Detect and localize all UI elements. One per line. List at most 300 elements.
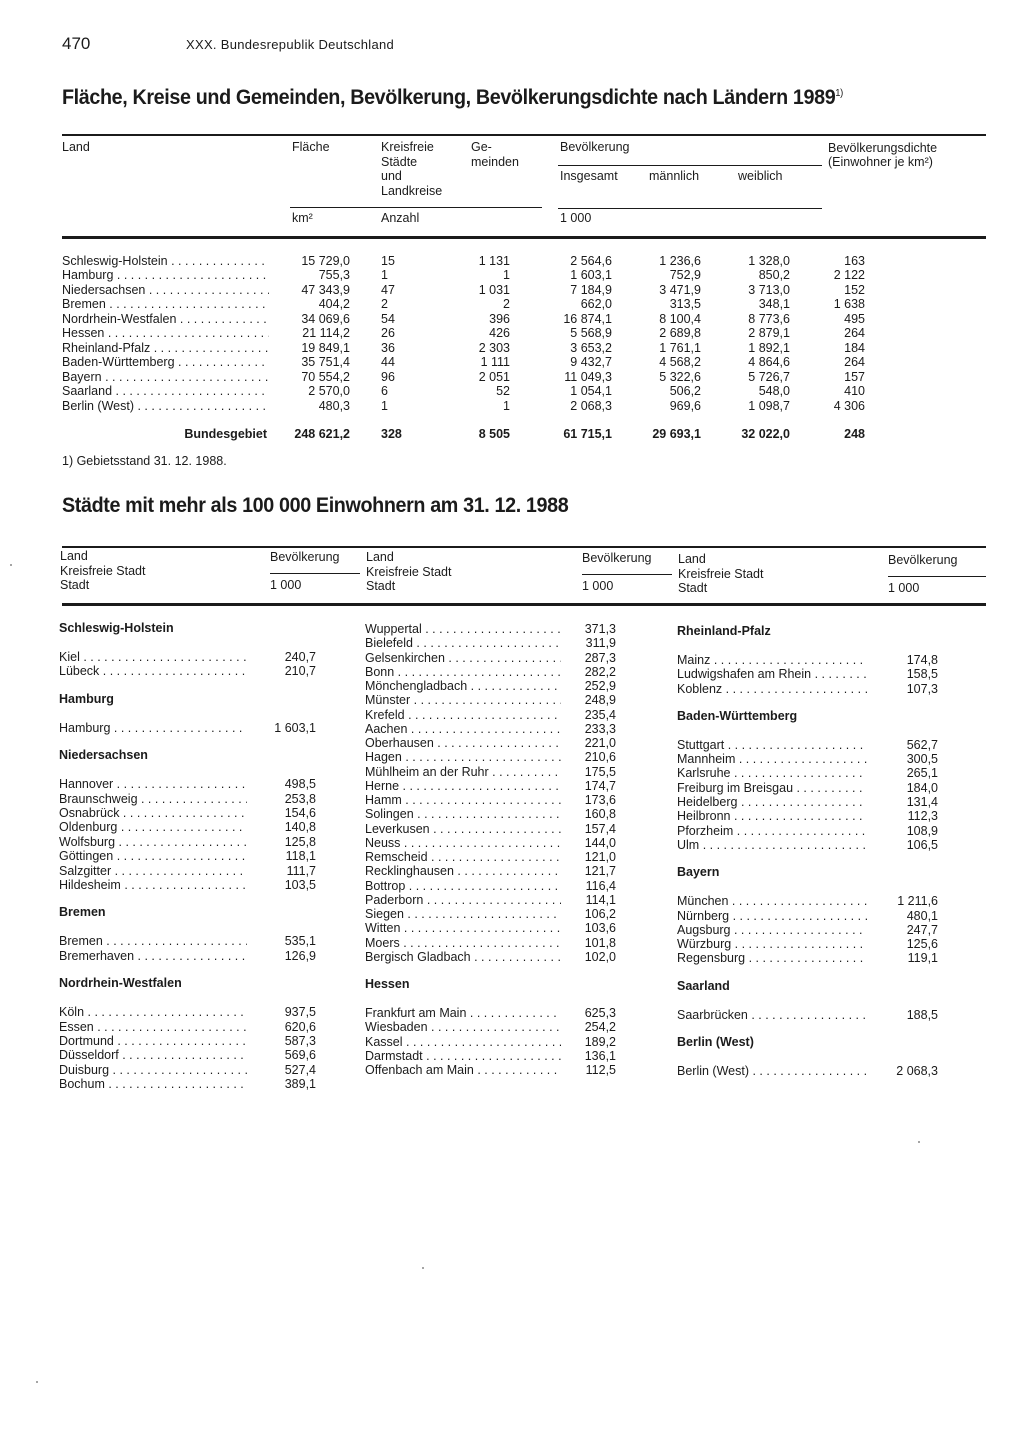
table1-cell-flaeche: 248 621,2 [294,427,350,441]
table2-city-value: 498,5 [284,777,316,791]
t1-head-dichte-unit: (Einwohner je km²) [828,155,933,169]
table2-city-label: Bremen [59,934,103,948]
table2-city-label: Wolfsburg [59,835,116,849]
t2-head-land-2 [366,550,451,594]
table1-cell-kreise: 328 [381,427,402,441]
table2-city-value: 562,7 [906,738,938,752]
table2-city-value: 282,2 [584,665,616,679]
t1-head-land: Land [62,140,90,154]
table2-city-label: Bochum [59,1077,105,1091]
table2-city-value: 188,5 [906,1008,938,1022]
table1-cell-dichte: 495 [844,312,865,326]
table1-land-label: Nordrhein-Westfalen [62,312,177,326]
table2-city-label: Mönchengladbach [365,679,468,693]
table1-land-name [62,254,269,268]
table1-cell-weiblich: 548,0 [758,384,790,398]
table1-cell-maennlich: 752,9 [669,268,701,282]
table1-title [62,86,843,110]
table2-city-label: Frankfurt am Main [365,1006,467,1020]
table2-city-value: 140,8 [284,820,316,834]
t2-head-land-1-l1: Land [60,549,88,563]
table2-city-value: 300,5 [906,752,938,766]
table1-cell-kreise: 2 [381,297,388,311]
table2-section-heading: Schleswig-Holstein [59,621,174,635]
table2-city-label: Stuttgart [677,738,725,752]
table1-cell-maennlich: 4 568,2 [659,355,701,369]
table2-city-label: Hagen [365,750,402,764]
table1-land-label: Berlin (West) [62,399,135,413]
table1-cell-flaeche: 2 570,0 [308,384,350,398]
table2-title: Städte mit mehr als 100 000 Einwohnern am 31. 12. 1988 [62,494,569,517]
table1-cell-insgesamt: 2 068,3 [570,399,612,413]
table1-cell-kreise: 47 [381,283,395,297]
table2-city-label: Hamm [365,793,402,807]
t1-head-gemeinden [471,140,519,169]
table1-land-label: Niedersachsen [62,283,146,297]
table2-city-label: Remscheid [365,850,428,864]
table1-cell-gemeinden: 1 131 [478,254,510,268]
table2-unit-rule-2 [582,574,672,575]
table2-top-rule [62,546,986,548]
table2-city-value: 157,4 [584,822,616,836]
table1-cell-insgesamt: 7 184,9 [570,283,612,297]
t1-head-maennlich: männlich [649,169,700,183]
table2-section-heading: Niedersachsen [59,748,148,762]
table1-cell-maennlich: 2 689,8 [659,326,701,340]
table2-city-label: Krefeld [365,708,405,722]
table1-land-name [62,384,269,398]
table1-cell-flaeche: 34 069,6 [301,312,350,326]
table1-title-note: 1) [835,88,843,99]
table2-section-heading: Hessen [365,977,410,991]
table2-city-label: Bottrop [365,879,406,893]
table2-city-label: Hildesheim [59,878,121,892]
t1-head-dichte: Bevölkerungsdichte [828,141,938,155]
t2-head-land-3-l1: Land [678,552,706,566]
table2-city-label: Moers [365,936,400,950]
table1-cell-dichte: 1 638 [833,297,865,311]
table2-city-label: Recklinghausen [365,864,454,878]
table2-city-value: 144,0 [584,836,616,850]
table1-cell-gemeinden: 1 031 [478,283,510,297]
table2-city-value: 1 211,6 [897,894,938,908]
table1-land-name [62,326,269,340]
table2-city-value: 254,2 [584,1020,616,1034]
table1-cell-insgesamt: 61 715,1 [563,427,612,441]
table1-land-label: Bayern [62,370,102,384]
table1-title-text: Fläche, Kreise und Gemeinden, Bevölkerung, Bevölkerungsdichte nach Ländern 1989 [62,86,836,109]
table2-city-label: Münster [365,693,411,707]
table2-city-value: 121,0 [584,850,616,864]
table1-cell-weiblich: 8 773,6 [748,312,790,326]
table1-land-label: Baden-Württemberg [62,355,175,369]
table1-land-label: Bremen [62,297,106,311]
table2-city-value: 569,6 [284,1048,316,1062]
table1-cell-dichte: 163 [844,254,865,268]
table1-cell-maennlich: 1 761,1 [659,341,701,355]
table2-city-label: Essen [59,1020,94,1034]
t1-head-flaeche: Fläche [292,140,330,154]
table1-cell-gemeinden: 1 111 [480,355,510,369]
table1-cell-insgesamt: 11 049,3 [564,370,612,384]
table1-cell-weiblich: 850,2 [758,268,790,282]
t1-head-insgesamt: Insgesamt [560,169,618,183]
table2-city-label: Herne [365,779,400,793]
table1-unit-rule-a [290,207,542,208]
table2-city-label: Mainz [677,653,711,667]
table1-cell-gemeinden: 2 [503,297,510,311]
table2-city-value: 248,9 [584,693,616,707]
t2-head-unit-2: 1 000 [582,579,614,593]
table2-city-value: 126,9 [284,949,316,963]
table2-city-label: Braunschweig [59,792,138,806]
t1-head-kreisfreie-l4: Landkreise [381,183,443,198]
table1-cell-flaeche: 755,3 [318,268,350,282]
table2-city-value: 112,3 [907,809,938,823]
table2-city-label: Kassel [365,1035,403,1049]
table2-city-value: 184,0 [906,781,938,795]
table2-section-heading: Hamburg [59,692,114,706]
table2-city-value: 235,4 [584,708,616,722]
table2-city-value: 125,6 [906,937,938,951]
table2-unit-rule-3 [888,576,986,577]
table1-cell-gemeinden: 2 303 [478,341,510,355]
table2-city-value: 535,1 [284,934,316,948]
table2-city-value: 265,1 [906,766,938,780]
table1-cell-dichte: 248 [844,427,865,441]
table1-land-label: Schleswig-Holstein [62,254,168,268]
table2-city-label: Bonn [365,665,395,679]
table1-cell-insgesamt: 5 568,9 [570,326,612,340]
table1-cell-weiblich: 1 098,7 [748,399,790,413]
t2-head-unit-3: 1 000 [888,581,920,595]
table1-cell-gemeinden: 396 [489,312,510,326]
table2-city-value: 160,8 [584,807,616,821]
table1-land-label: Rheinland-Pfalz [62,341,151,355]
t1-head-gemeinden-l2: meinden [471,154,519,169]
table2-city-value: 175,5 [584,765,616,779]
table2-city-label: Wiesbaden [365,1020,428,1034]
t2-head-bev-2: Bevölkerung [582,551,652,565]
table1-cell-flaeche: 47 343,9 [301,283,350,297]
t2-head-land-1 [60,549,145,593]
table2-city-label: Gelsenkirchen [365,651,445,665]
table1-cell-insgesamt: 662,0 [580,297,612,311]
table2-section-heading: Saarland [677,979,730,993]
table2-city-label: Dortmund [59,1034,114,1048]
table2-city-label: Bergisch Gladbach [365,950,471,964]
t1-unit-km2: km² [292,211,313,225]
table2-city-value: 247,7 [906,923,938,937]
table2-city-label: Freiburg im Breisgau [677,781,794,795]
table2-city-label: Augsburg [677,923,731,937]
table1-cell-maennlich: 506,2 [669,384,701,398]
table2-city-label: München [677,894,729,908]
table2-city-value: 189,2 [584,1035,616,1049]
table2-city-label: Leverkusen [365,822,430,836]
t2-head-land-3-l3: Stadt [678,581,708,595]
table1-cell-gemeinden: 426 [489,326,510,340]
table1-cell-dichte: 264 [844,326,865,340]
table1-cell-flaeche: 21 114,2 [302,326,350,340]
table2-city-value: 371,3 [584,622,616,636]
table1-cell-kreise: 26 [381,326,395,340]
table1-cell-dichte: 2 122 [833,268,865,282]
table1-cell-maennlich: 29 693,1 [652,427,701,441]
table2-city-value: 107,3 [906,682,938,696]
table2-city-value: 2 068,3 [896,1064,938,1078]
table1-bev-rule [558,165,822,166]
table2-city-label: Aachen [365,722,408,736]
t2-head-land-1-l3: Stadt [60,578,90,592]
table2-section-heading: Baden-Württemberg [677,709,798,723]
table1-cell-dichte: 410 [844,384,865,398]
table2-city-value: 210,7 [284,664,316,678]
table1-cell-flaeche: 404,2 [318,297,350,311]
table2-city-value: 119,1 [907,951,938,965]
table1-cell-flaeche: 19 849,1 [301,341,350,355]
table1-cell-kreise: 1 [381,268,388,282]
scan-speck [422,1267,424,1269]
scan-speck [36,1381,38,1383]
table1-land-name [62,297,269,311]
t2-head-land-3-l2: Kreisfreie Stadt [678,566,764,581]
table2-city-label: Köln [59,1005,85,1019]
t2-head-land-2-l2: Kreisfreie Stadt [366,564,452,579]
table1-cell-maennlich: 969,6 [669,399,701,413]
table1-footnote: 1) Gebietsstand 31. 12. 1988. [62,454,227,468]
t2-head-unit-1: 1 000 [270,578,302,592]
scan-speck [918,1141,920,1143]
t1-head-gemeinden-l1: Ge- [471,140,492,154]
table2-city-label: Saarbrücken [677,1008,748,1022]
page-number: 470 [62,34,91,53]
table2-city-value: 101,8 [584,936,616,950]
t1-head-kreisfreie-l3: und [381,169,402,183]
table1-cell-kreise: 1 [381,399,388,413]
table2-city-label: Siegen [365,907,404,921]
running-title: XXX. Bundesrepublik Deutschland [186,37,395,52]
table2-city-value: 108,9 [906,824,938,838]
table1-cell-weiblich: 5 726,7 [748,370,790,384]
table2-section-heading: Bremen [59,905,106,919]
table2-city-value: 125,8 [284,835,316,849]
scan-speck [10,564,12,566]
table2-city-value: 527,4 [284,1063,316,1077]
table1-cell-maennlich: 313,5 [669,297,701,311]
table2-city-value: 174,7 [584,779,616,793]
table1-cell-maennlich: 5 322,6 [659,370,701,384]
table2-city-label: Hamburg [59,721,111,735]
table2-city-label: Pforzheim [677,824,734,838]
t2-head-land-3 [678,552,763,596]
table1-cell-maennlich: 8 100,4 [659,312,701,326]
table2-city-value: 252,9 [584,679,616,693]
table1-land-name [62,355,269,369]
t2-head-bev-3: Bevölkerung [888,553,958,567]
table2-city-label: Duisburg [59,1063,110,1077]
table2-city-label: Kiel [59,650,80,664]
table2-header-bottom-rule [62,603,986,606]
table1-land-name [62,283,269,297]
table2-city-label: Bremerhaven [59,949,135,963]
table2-city-value: 625,3 [584,1006,616,1020]
table1-cell-gemeinden: 1 [503,268,510,282]
table2-city-label: Heilbronn [677,809,731,823]
t1-unit-1000: 1 000 [560,211,592,225]
table1-header-bottom-rule [62,236,986,239]
t2-head-land-2-l1: Land [366,550,394,564]
table2-city-label: Hannover [59,777,114,791]
table2-city-value: 131,4 [906,795,938,809]
table1-cell-insgesamt: 1 054,1 [570,384,612,398]
table2-city-value: 587,3 [284,1034,316,1048]
table2-city-label: Ludwigshafen am Rhein [677,667,812,681]
table2-city-label: Würzburg [677,937,732,951]
table2-city-value: 103,6 [584,921,616,935]
table2-city-value: 253,8 [284,792,316,806]
table1-cell-dichte: 264 [844,355,865,369]
table1-cell-weiblich: 2 879,1 [748,326,790,340]
table2-city-value: 121,7 [584,864,616,878]
table2-city-label: Osnabrück [59,806,120,820]
table1-land-name [62,399,269,413]
table2-city-value: 136,1 [584,1049,616,1063]
table1-cell-flaeche: 35 751,4 [301,355,350,369]
table2-city-value: 937,5 [284,1005,316,1019]
table1-cell-weiblich: 1 892,1 [748,341,790,355]
t1-head-kreisfreie [381,140,442,198]
t1-head-kreisfreie-l1: Kreisfreie [381,140,434,154]
table1-cell-flaeche: 70 554,2 [301,370,350,384]
table2-city-value: 102,0 [584,950,616,964]
table1-total-label: Bundesgebiet [184,427,267,441]
table2-city-value: 154,6 [284,806,316,820]
table2-city-label: Regensburg [677,951,746,965]
table1-cell-weiblich: 3 713,0 [748,283,790,297]
table2-city-value: 620,6 [284,1020,316,1034]
table1-cell-insgesamt: 16 874,1 [563,312,612,326]
table1-top-rule [62,134,986,136]
table1-cell-weiblich: 4 864,6 [748,355,790,369]
table2-city-label: Oldenburg [59,820,118,834]
table2-city-label: Solingen [365,807,414,821]
table1-cell-weiblich: 32 022,0 [741,427,790,441]
table1-land-label: Hamburg [62,268,114,282]
table2-city-value: 389,1 [284,1077,316,1091]
table1-cell-dichte: 152 [844,283,865,297]
table1-land-name [62,341,269,355]
table1-cell-kreise: 6 [381,384,388,398]
table2-city-label: Düsseldorf [59,1048,119,1062]
table2-section-heading: Bayern [677,865,720,879]
table1-cell-kreise: 44 [381,355,395,369]
table2-city-label: Heidelberg [677,795,738,809]
table1-cell-gemeinden: 2 051 [478,370,510,384]
table1-cell-dichte: 184 [844,341,865,355]
table2-city-label: Wuppertal [365,622,422,636]
table2-unit-rule-1 [270,573,360,574]
table1-cell-kreise: 15 [381,254,395,268]
table2-city-value: 210,6 [584,750,616,764]
table2-city-value: 158,5 [906,667,938,681]
t2-head-land-1-l2: Kreisfreie Stadt [60,563,146,578]
table2-city-value: 103,5 [284,878,316,892]
table2-city-label: Berlin (West) [677,1064,750,1078]
table2-city-value: 112,5 [585,1063,616,1077]
table1-cell-flaeche: 480,3 [318,399,350,413]
table2-city-label: Lübeck [59,664,100,678]
table2-city-value: 480,1 [906,909,938,923]
table1-land-name [62,370,269,384]
table2-city-label: Karlsruhe [677,766,731,780]
table1-cell-dichte: 157 [844,370,865,384]
table2-city-value: 116,4 [585,879,616,893]
table1-cell-maennlich: 3 471,9 [659,283,701,297]
table2-section-heading: Berlin (West) [677,1035,754,1049]
table2-city-label: Darmstadt [365,1049,423,1063]
table2-city-value: 106,5 [906,838,938,852]
table2-city-value: 233,3 [584,722,616,736]
t1-head-weiblich: weiblich [738,169,783,183]
table1-cell-kreise: 36 [381,341,395,355]
table2-city-label: Witten [365,921,401,935]
table2-city-value: 287,3 [584,651,616,665]
table2-city-label: Oberhausen [365,736,434,750]
t2-head-bev-1: Bevölkerung [270,550,340,564]
table1-land-name [62,312,269,326]
table2-city-label: Nürnberg [677,909,730,923]
table2-city-value: 1 603,1 [274,721,316,735]
table1-cell-gemeinden: 1 [503,399,510,413]
t1-head-kreisfreie-l2: Städte [381,154,418,169]
table2-city-label: Ulm [677,838,700,852]
table1-cell-weiblich: 1 328,0 [748,254,790,268]
table1-land-name [62,268,269,282]
table1-land-label: Hessen [62,326,105,340]
table1-land-label: Saarland [62,384,113,398]
table1-cell-kreise: 96 [381,370,395,384]
table2-city-label: Koblenz [677,682,723,696]
table1-cell-insgesamt: 9 432,7 [570,355,612,369]
table2-city-label: Bielefeld [365,636,413,650]
table2-city-label: Salzgitter [59,864,112,878]
t1-head-bevoelkerung: Bevölkerung [560,140,630,154]
table2-city-label: Offenbach am Main [365,1063,474,1077]
table2-city-label: Paderborn [365,893,424,907]
table2-city-value: 173,6 [584,793,616,807]
table1-cell-gemeinden: 52 [496,384,510,398]
table1-cell-dichte: 4 306 [833,399,865,413]
table2-city-label: Mannheim [677,752,736,766]
table2-city-label: Mühlheim an der Ruhr [365,765,489,779]
table2-city-value: 174,8 [906,653,938,667]
table1-unit-rule-b [558,208,822,209]
table1-cell-gemeinden: 8 505 [478,427,510,441]
table2-city-value: 111,7 [286,864,316,878]
table1-cell-insgesamt: 1 603,1 [570,268,612,282]
table2-city-value: 114,1 [585,893,616,907]
table2-city-value: 240,7 [284,650,316,664]
table2-city-value: 221,0 [584,736,616,750]
table2-city-value: 311,9 [585,636,616,650]
table2-city-label: Neuss [365,836,401,850]
t2-head-land-2-l3: Stadt [366,579,396,593]
table1-cell-maennlich: 1 236,6 [659,254,701,268]
table1-cell-insgesamt: 2 564,6 [570,254,612,268]
table1-cell-flaeche: 15 729,0 [301,254,350,268]
t1-unit-anzahl: Anzahl [381,211,420,225]
